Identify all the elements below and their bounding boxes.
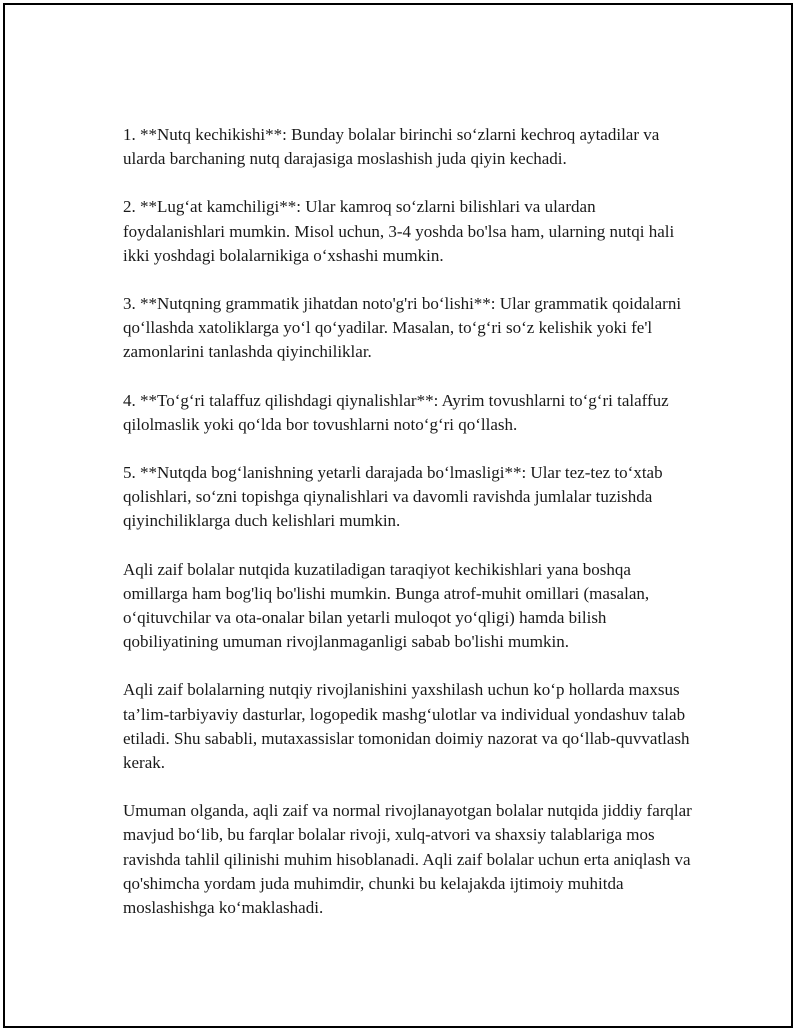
paragraph-rivojlantirish: Aqli zaif bolalarning nutqiy rivojlanishini yaxshilash uchun ko‘p hollarda maxsus ta’lim-tarbiyaviy dasturlar, logopedik mashg‘ulotlar va individual yondashuv talab etiladi. Shu sababli, mutaxassislar tomonidan doimiy nazorat va qo‘llab-quvvatlash kerak.	[123, 680, 690, 773]
paragraph-omillar: Aqli zaif bolalar nutqida kuzatiladigan taraqiyot kechikishlari yana boshqa omillarga ham bog'liq bo'lishi mumkin. Bunga atrof-muhit omillari (masalan, o‘qituvchilar va ota-onalar bilan yetarli muloqot yo‘qligi) hamda bilish qobiliyatining umuman rivojlanmaganligi sabab bo'lishi mumkin.	[123, 559, 650, 652]
document-body	[123, 123, 695, 944]
list-item-nutq-kechikishi: 1. **Nutq kechikishi**: Bunday bolalar birinchi so‘zlarni kechroq aytadilar va ularda barchaning nutq darajasiga moslashish juda qiyin kechadi.	[123, 125, 660, 169]
page-frame	[3, 3, 793, 1028]
list-item-talaffuz-qiynalishlar: 4. **To‘g‘ri talaffuz qilishdagi qiynalishlar**: Ayrim tovushlarni to‘g‘ri talaffuz qilolmaslik yoki qo‘lda bor tovushlarni noto‘g‘ri qo‘llash.	[123, 390, 669, 434]
paragraph-xulosa: Umuman olganda, aqli zaif va normal rivojlanayotgan bolalar nutqida jiddiy farqlar mavjud bo‘lib, bu farqlar bolalar rivoji, xulq-atvori va shaxsiy talablariga mos ravishda tahlil qilinishi muhim hisoblanadi. Aqli zaif bolalar uchun erta aniqlash va qo'shimcha yordam juda muhimdir, chunki bu kelajakda ijtimoiy muhitda moslashishga ko‘maklashadi.	[123, 801, 692, 918]
list-item-lugat-kamchiligi: 2. **Lug‘at kamchiligi**: Ular kamroq so‘zlarni bilishlari va ulardan foydalanishlari mumkin. Misol uchun, 3-4 yoshda bo'lsa ham, ularning nutqi hali ikki yoshdagi bolalarnikiga o‘xshashi mumkin.	[123, 197, 675, 265]
list-item-grammatik-notogri: 3. **Nutqning grammatik jihatdan noto'g'ri bo‘lishi**: Ular grammatik qoidalarni qo‘llashda xatoliklarga yo‘l qo‘yadilar. Masalan, to‘g‘ri so‘z kelishik yoki fe'l zamonlarini tanlashda qiyinchiliklar.	[123, 294, 682, 362]
list-item-boglanish: 5. **Nutqda bog‘lanishning yetarli darajada bo‘lmasligi**: Ular tez-tez to‘xtab qolishlari, so‘zni topishga qiynalishlari va davomli ravishda jumlalar tuzishda qiyinchiliklarga duch kelishlari mumkin.	[123, 463, 663, 531]
